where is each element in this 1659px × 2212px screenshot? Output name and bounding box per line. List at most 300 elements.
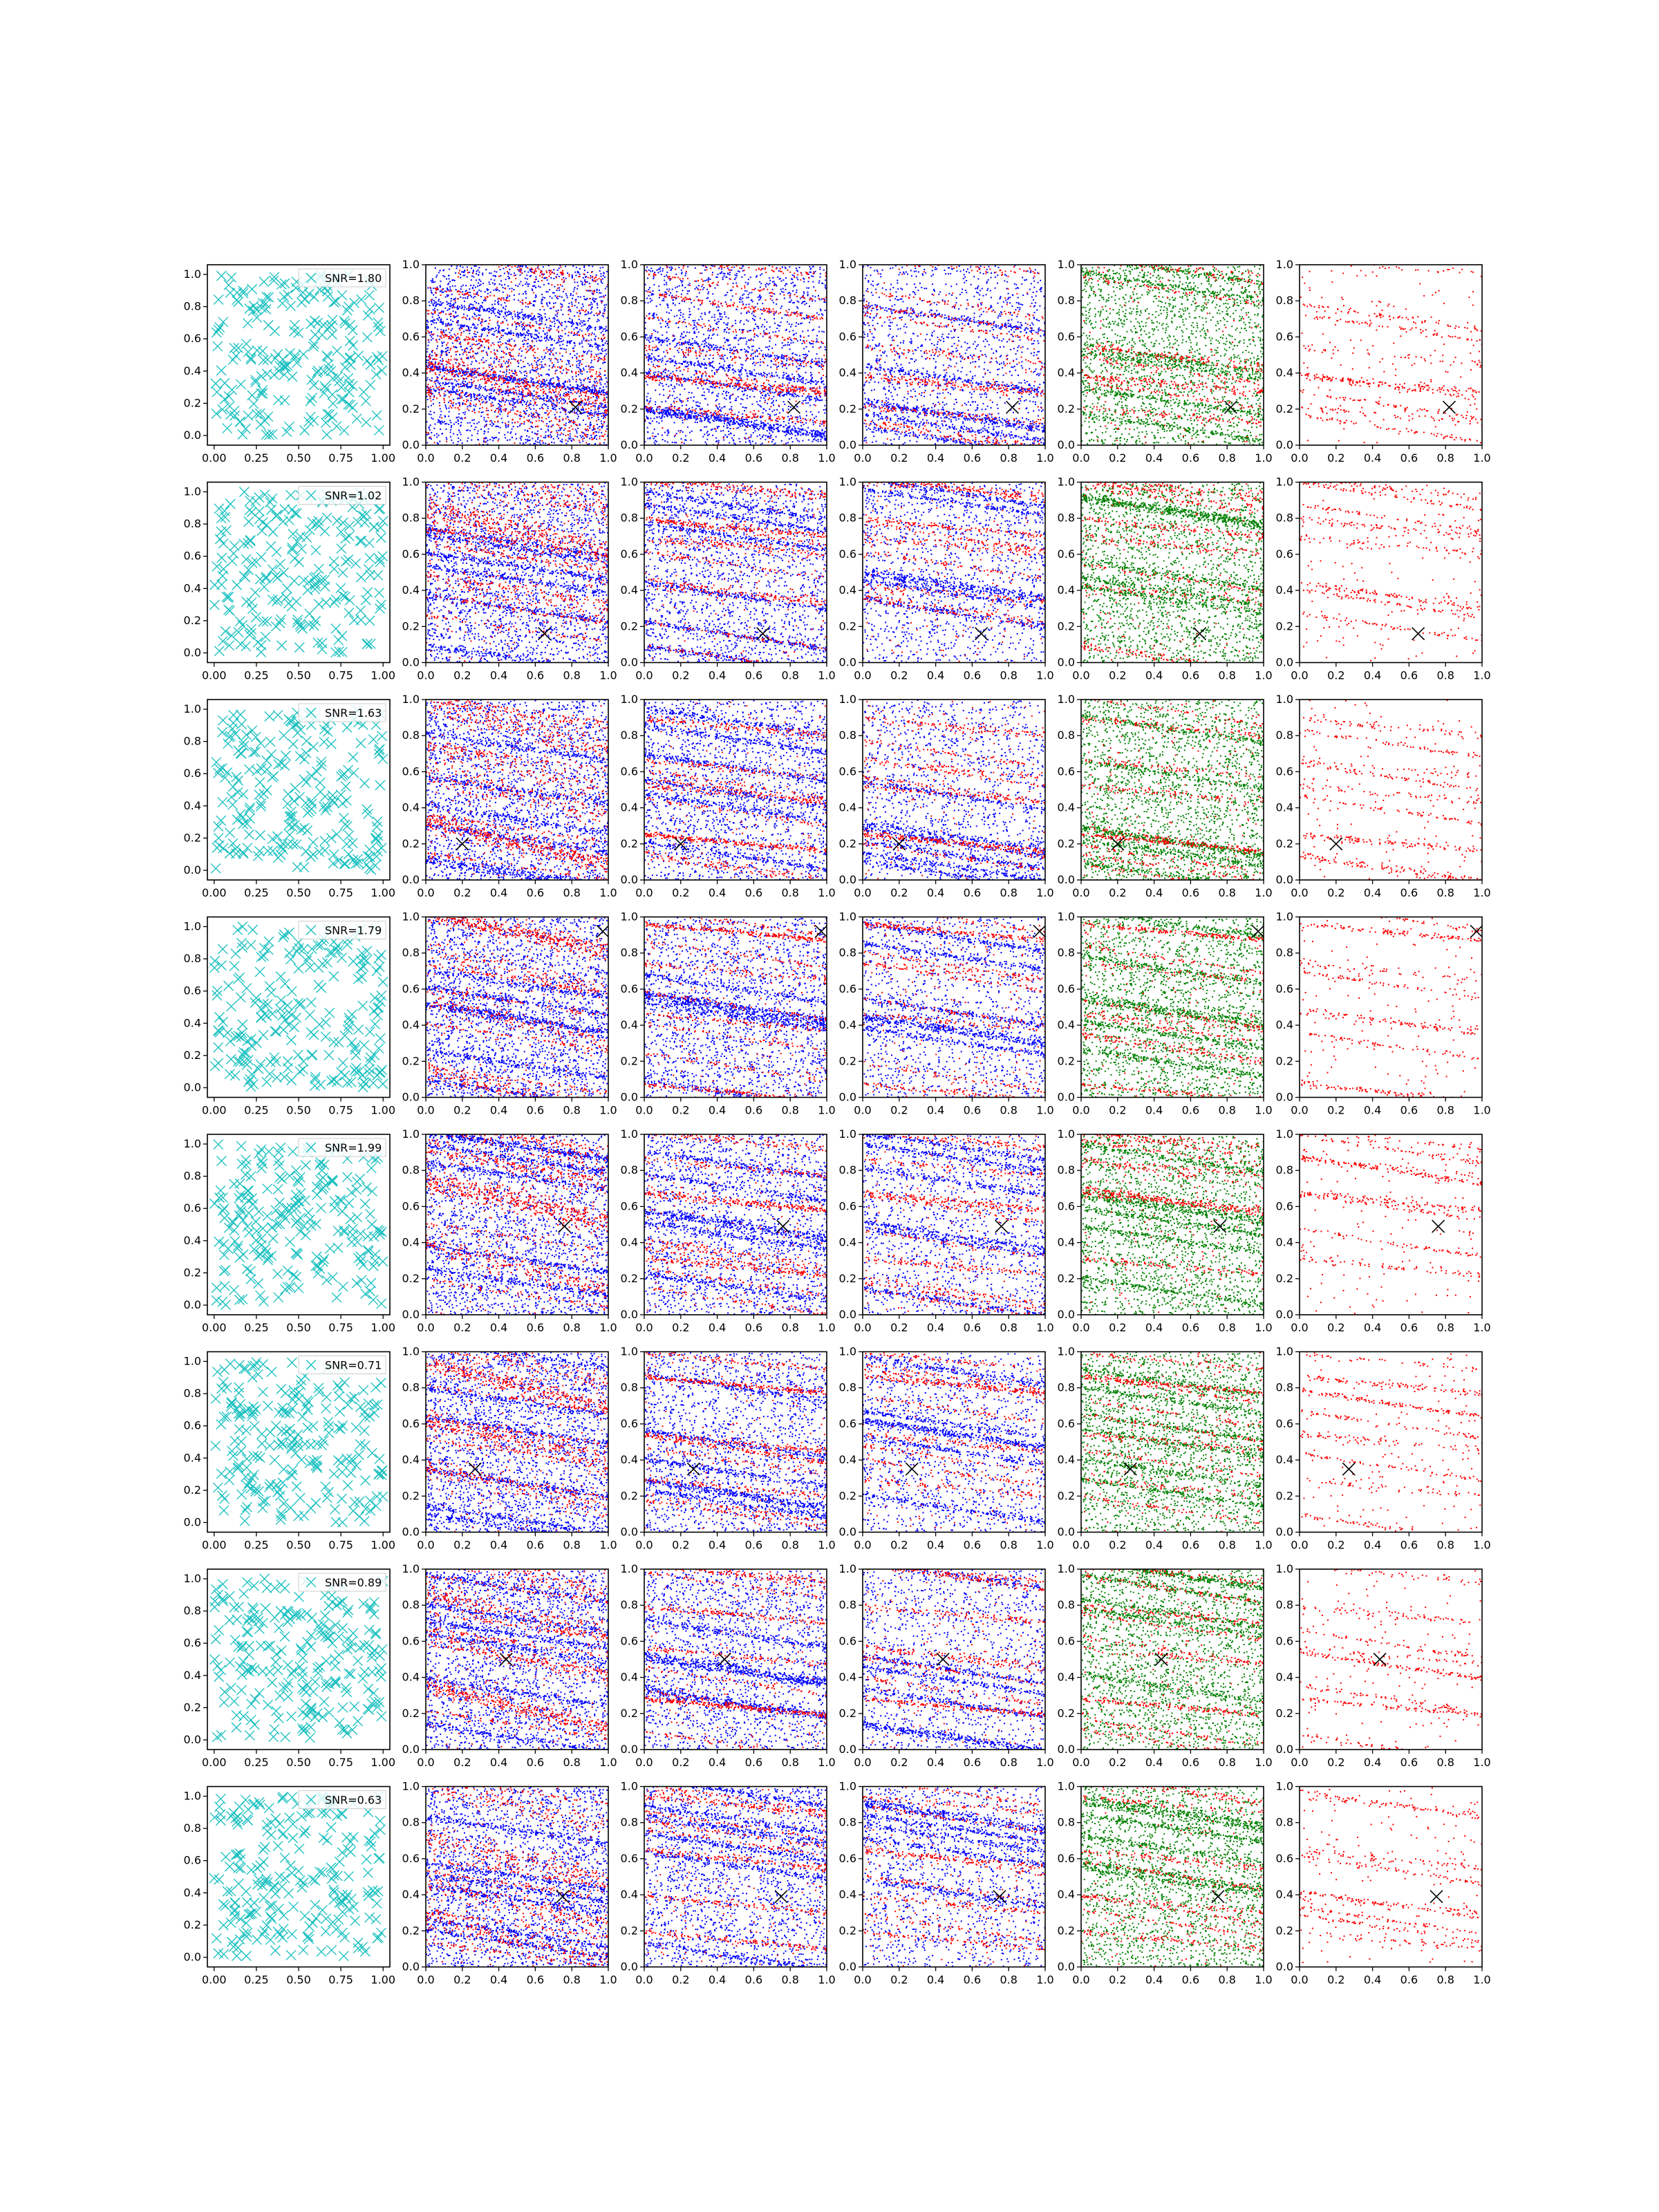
x-tick-label: 1.0 [599,451,617,465]
scatter-point [470,368,471,370]
scatter-point [480,339,481,341]
scatter-point [525,357,526,359]
scatter-point [510,333,512,335]
scatter-point [478,340,480,341]
scatter-point [474,377,475,379]
scatter-point [594,406,596,407]
scatter-point [529,402,530,404]
scatter-point [599,413,600,415]
scatter-point [474,380,475,382]
scatter-point [460,392,462,393]
scatter-point [428,406,429,408]
scatter-point [463,365,465,366]
scatter-point [467,292,468,294]
scatter-point [464,301,465,302]
scatter-point [500,323,502,324]
scatter-point [441,378,442,379]
scatter-point [556,316,558,317]
scatter-point [565,422,567,424]
scatter-point [476,341,477,342]
scatter-point [456,289,457,290]
scatter-point [547,386,548,387]
scatter-point [522,303,523,304]
scatter-point [580,281,581,282]
scatter-point [533,355,534,356]
scatter-point [554,317,555,319]
scatter-point [468,307,469,308]
scatter-point [459,306,460,308]
scatter-point [496,290,497,291]
scatter-point [594,379,596,380]
scatter-point [575,371,577,373]
scatter-point [551,420,552,422]
scatter-point [532,325,533,326]
scatter-point [521,367,522,368]
scatter-point [518,293,520,294]
scatter-point [450,300,451,301]
scatter-point [599,345,601,346]
scatter-point [789,297,791,299]
scatter-point [474,290,475,291]
scatter-point [488,326,489,328]
scatter-point [551,284,552,285]
scatter-point [580,435,581,436]
scatter-point [514,406,515,408]
scatter-point [473,297,474,299]
scatter-point [457,308,458,310]
scatter-point [479,279,480,281]
scatter-point [762,395,763,396]
scatter-point [430,362,431,364]
scatter-point [474,394,475,395]
scatter-point [784,404,785,405]
scatter-point [585,395,586,396]
scatter-point [517,411,518,412]
scatter-point [480,341,481,342]
scatter-point [457,350,458,352]
scatter-point [498,301,499,302]
scatter-point [494,411,496,413]
scatter-point [494,313,496,315]
scatter-point [458,423,459,424]
scatter-point [449,396,450,397]
x-tick-label: 0.6 [527,451,544,465]
scatter-point [484,339,485,340]
scatter-point [582,282,583,283]
scatter-point [469,352,471,353]
scatter-point [429,365,430,366]
scatter-point [521,321,522,323]
scatter-point [591,311,592,312]
scatter-point [440,285,441,286]
scatter-point [472,324,474,326]
scatter-point [498,328,499,330]
scatter-point [551,442,552,443]
scatter-point [469,303,471,305]
scatter-point [596,431,597,433]
scatter-point [543,266,544,268]
scatter-point [475,360,476,362]
scatter-point [597,303,598,304]
scatter-point [531,426,532,427]
scatter-point [521,350,523,352]
scatter-point [602,426,603,427]
y-tick-label: 0.6 [184,332,201,345]
scatter-point [489,329,490,330]
scatter-point [553,303,554,304]
scatter-point [474,317,475,319]
scatter-point [579,442,581,443]
scatter-point [592,402,593,404]
scatter-point [452,285,453,287]
scatter-point [670,292,671,294]
scatter-point [565,265,566,267]
scatter-point [529,393,531,394]
scatter-point [494,421,496,422]
scatter-point [781,354,782,355]
scatter-point [604,400,606,401]
scatter-point [462,385,464,386]
scatter-point [461,308,462,309]
scatter-point [502,400,503,401]
scatter-point [565,411,566,413]
scatter-point [556,370,558,371]
scatter-point [521,440,522,441]
scatter-point [543,278,545,279]
scatter-point [581,384,582,386]
scatter-point [512,318,514,319]
scatter-point [501,335,503,336]
scatter-point [457,307,458,308]
scatter-point [582,346,583,348]
scatter-point [499,339,500,340]
scatter-point [532,288,533,290]
scatter-point [587,272,588,273]
scatter-point [434,442,435,444]
scatter-point [738,411,740,413]
scatter-point [583,310,584,311]
scatter-point [506,361,507,362]
scatter-point [742,301,743,303]
scatter-point [427,328,428,330]
y-tick-label: 1.0 [184,268,201,281]
scatter-point [516,413,518,415]
scatter-point [445,326,447,327]
scatter-point [447,325,449,326]
scatter-point [556,398,557,400]
scatter-point [585,442,587,443]
scatter-point [701,313,702,315]
scatter-point [478,443,480,444]
scatter-point [542,297,543,298]
scatter-point [435,276,437,278]
scatter-point [575,327,577,328]
scatter-point [561,306,563,307]
scatter-point [541,319,543,320]
scatter-point [537,368,538,369]
scatter-point [479,347,480,348]
scatter-point [493,328,494,330]
y-tick-label: 0.2 [184,396,201,409]
scatter-point [556,418,557,420]
scatter-point [523,293,524,294]
scatter-point [487,328,488,330]
scatter-point [504,302,505,303]
scatter-point [509,300,510,301]
scatter-point [580,371,581,372]
scatter-point [451,371,452,373]
scatter-point [491,420,492,422]
scatter-point [469,288,470,290]
scatter-point [666,274,667,276]
scatter-point [716,306,718,308]
scatter-point [520,414,521,415]
scatter-point [524,395,525,397]
y-tick-label: 0.0 [184,429,201,442]
scatter-point [451,407,452,409]
scatter-point [522,391,523,393]
scatter-point [529,269,531,270]
scatter-point [601,390,603,391]
scatter-point [568,332,570,333]
scatter-point [489,272,490,274]
scatter-point [484,419,485,420]
scatter-point [467,438,469,439]
scatter-point [688,408,690,409]
scatter-point [523,366,525,367]
scatter-point [505,393,506,394]
scatter-point [536,371,537,373]
scatter-point [579,268,581,270]
scatter-point [789,266,790,268]
scatter-point [525,382,526,383]
scatter-point [427,379,428,381]
scatter-point [581,326,583,327]
scatter-point [445,313,447,315]
scatter-point [506,379,507,380]
scatter-point [469,430,471,431]
scatter-point [560,348,561,349]
scatter-point [533,304,534,306]
scatter-point [519,323,521,324]
scatter-point [478,389,480,391]
scatter-point [463,330,465,332]
scatter-point [506,343,507,344]
scatter-point [441,322,442,324]
scatter-point [523,411,525,412]
scatter-point [552,321,553,323]
scatter-point [539,408,541,409]
scatter-point [542,306,543,307]
scatter-point [459,393,460,395]
scatter-point [516,372,517,373]
scatter-point [495,387,496,388]
scatter-point [530,382,532,383]
scatter-point [514,377,515,378]
scatter-point [537,438,538,440]
scatter-point [435,355,437,356]
scatter-point [438,368,439,369]
scatter-point [517,312,518,313]
scatter-point [538,332,540,334]
scatter-point [569,318,570,319]
scatter-point [736,275,738,276]
scatter-point [594,393,596,394]
scatter-point [696,371,697,373]
scatter-point [486,401,487,402]
scatter-point [565,418,567,419]
scatter-point [528,349,529,350]
scatter-point [495,353,496,355]
scatter-point [567,386,568,388]
scatter-point [567,381,568,382]
scatter-point [429,397,431,399]
scatter-point [585,314,587,315]
scatter-point [515,274,516,276]
scatter-point [507,344,509,345]
scatter-point [461,397,462,398]
scatter-point [431,438,432,440]
scatter-point [488,332,489,334]
scatter-point [516,375,517,376]
scatter-point [545,418,547,420]
scatter-point [774,409,775,411]
scatter-point [599,372,600,373]
scatter-point [498,327,500,328]
scatter-point [787,292,789,294]
scatter-point [469,405,470,406]
scatter-point [514,358,515,359]
scatter-point [500,313,501,315]
scatter-point [549,289,550,290]
scatter-point [583,410,584,411]
scatter-point [544,412,545,413]
scatter-point [553,348,554,349]
scatter-point [476,302,477,303]
scatter-point [525,335,527,336]
scatter-point [576,379,577,380]
scatter-point [496,380,497,382]
scatter-point [438,422,439,423]
scatter-point [552,317,554,319]
scatter-point [441,355,442,356]
scatter-point [527,317,529,319]
scatter-point [596,400,597,401]
scatter-point [539,328,541,329]
scatter-point [778,330,780,331]
scatter-point [438,392,440,393]
scatter-point [529,364,530,366]
scatter-point [472,350,474,352]
scatter-point [696,357,697,359]
scatter-point [601,404,602,406]
scatter-point [447,342,449,344]
scatter-point [506,383,507,384]
scatter-point [469,422,471,423]
scatter-point [545,353,546,354]
scatter-point [466,308,467,310]
scatter-point [561,367,562,368]
scatter-point [459,404,460,405]
scatter-point [682,384,683,385]
scatter-point [435,268,436,269]
scatter-point [458,413,460,415]
scatter-point [603,407,604,409]
scatter-point [548,382,550,384]
scatter-point [440,290,441,292]
scatter-point [500,344,502,346]
scatter-point [447,319,448,320]
scatter-point [476,388,477,389]
scatter-point [489,397,491,398]
scatter-point [585,429,586,430]
scatter-point [527,330,529,331]
scatter-point [571,326,572,327]
scatter-point [544,380,545,382]
scatter-point [548,388,550,390]
scatter-point [513,335,514,336]
scatter-point [456,403,457,404]
scatter-point [447,371,448,372]
scatter-point [600,279,601,280]
scatter-point [493,371,494,373]
scatter-point [594,386,595,388]
scatter-point [440,304,442,306]
scatter-point [515,433,516,435]
scatter-point [604,310,606,311]
scatter-point [601,338,602,339]
scatter-point [462,375,463,376]
scatter-point [432,278,433,279]
scatter-point [606,286,608,288]
scatter-point [538,420,540,421]
scatter-point [552,362,553,364]
scatter-point [559,345,561,346]
scatter-point [455,351,456,353]
scatter-point [503,357,504,358]
scatter-point [474,307,475,308]
scatter-point [451,324,452,326]
scatter-point [543,385,545,386]
scatter-point [520,347,521,348]
scatter-point [449,406,451,407]
scatter-point [539,395,541,397]
scatter-point [598,391,599,393]
scatter-point [456,340,457,341]
scatter-point [578,374,579,375]
scatter-point [585,409,587,410]
scatter-point [546,423,547,424]
scatter-point [550,335,551,337]
scatter-point [602,344,603,346]
scatter-point [529,414,530,415]
scatter-point [451,402,452,404]
scatter-point [559,382,560,384]
scatter-point [529,372,531,373]
scatter-point [529,394,531,395]
scatter-point [598,406,599,407]
scatter-point [552,292,554,294]
scatter-point [477,372,478,373]
scatter-point [536,417,537,418]
scatter-point [461,328,462,329]
scatter-point [492,283,494,284]
scatter-point [599,405,600,406]
scatter-point [536,412,537,413]
scatter-point [519,283,521,285]
scatter-point [474,336,476,337]
scatter-point [481,321,482,322]
